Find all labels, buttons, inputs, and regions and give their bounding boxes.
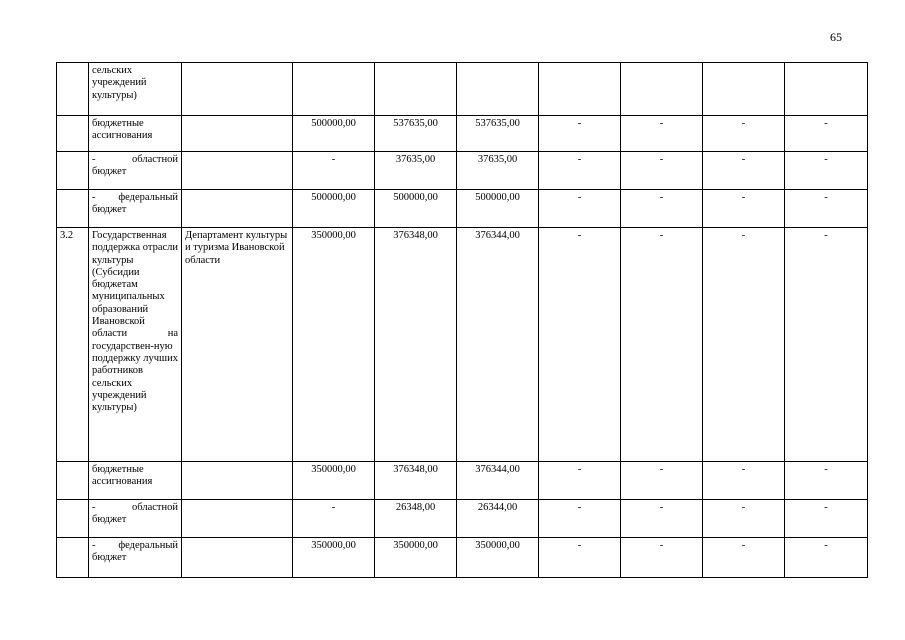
- value-cell: -: [703, 190, 785, 228]
- row-name-cell: сельских учреждений культуры): [89, 63, 182, 116]
- row-index-cell: [57, 190, 89, 228]
- value-cell: -: [703, 462, 785, 500]
- value-cell: -: [703, 538, 785, 578]
- value-cell: [293, 63, 375, 116]
- value-cell: 376348,00: [375, 462, 457, 500]
- row-executor-cell: [182, 190, 293, 228]
- value-cell: 537635,00: [457, 116, 539, 152]
- table-row: [57, 190, 868, 228]
- row-executor-cell: [182, 500, 293, 538]
- row-index-cell: [57, 116, 89, 152]
- value-cell: 376344,00: [457, 462, 539, 500]
- value-cell: [785, 63, 868, 116]
- table-row: [57, 538, 868, 578]
- row-name-cell: - областной бюджет: [89, 500, 182, 538]
- row-name-cell: бюджетные ассигнования: [89, 462, 182, 500]
- value-cell: 500000,00: [375, 190, 457, 228]
- row-executor-cell: [182, 462, 293, 500]
- value-cell: -: [539, 190, 621, 228]
- row-name-cell: бюджетные ассигнования: [89, 116, 182, 152]
- row-index-cell: [57, 63, 89, 116]
- row-name-cell: - федеральный бюджет: [89, 538, 182, 578]
- value-cell: -: [621, 152, 703, 190]
- table-row: [57, 152, 868, 190]
- value-cell: -: [703, 152, 785, 190]
- value-cell: -: [785, 462, 868, 500]
- value-cell: 350000,00: [375, 538, 457, 578]
- value-cell: 37635,00: [457, 152, 539, 190]
- value-cell: -: [785, 500, 868, 538]
- row-name-cell: - областной бюджет: [89, 152, 182, 190]
- value-cell: -: [621, 228, 703, 462]
- row-executor-cell: [182, 152, 293, 190]
- table-row: [57, 116, 868, 152]
- row-name-cell: Государственная поддержка отрасли культуры (Субсидии бюджетам муниципальных образований Ивановской области на государствен-ную поддержку лучших работников сельских учреждений культуры): [89, 228, 182, 462]
- value-cell: -: [539, 538, 621, 578]
- row-name-cell: - федеральный бюджет: [89, 190, 182, 228]
- value-cell: [621, 63, 703, 116]
- value-cell: -: [539, 500, 621, 538]
- value-cell: -: [785, 190, 868, 228]
- budget-table: [56, 62, 868, 578]
- value-cell: -: [621, 190, 703, 228]
- value-cell: 350000,00: [293, 228, 375, 462]
- table-row: [57, 500, 868, 538]
- value-cell: [457, 63, 539, 116]
- row-executor-cell: [182, 538, 293, 578]
- value-cell: -: [539, 152, 621, 190]
- value-cell: -: [785, 152, 868, 190]
- value-cell: 500000,00: [457, 190, 539, 228]
- value-cell: 350000,00: [293, 538, 375, 578]
- value-cell: -: [703, 228, 785, 462]
- value-cell: 350000,00: [457, 538, 539, 578]
- value-cell: -: [539, 228, 621, 462]
- value-cell: 37635,00: [375, 152, 457, 190]
- value-cell: -: [621, 500, 703, 538]
- value-cell: -: [539, 462, 621, 500]
- value-cell: -: [703, 116, 785, 152]
- table-row: [57, 63, 868, 116]
- value-cell: 500000,00: [293, 190, 375, 228]
- value-cell: -: [703, 500, 785, 538]
- value-cell: -: [785, 228, 868, 462]
- value-cell: 376344,00: [457, 228, 539, 462]
- value-cell: [375, 63, 457, 116]
- table-row: [57, 462, 868, 500]
- value-cell: [703, 63, 785, 116]
- row-index-cell: [57, 152, 89, 190]
- value-cell: 350000,00: [293, 462, 375, 500]
- value-cell: -: [621, 538, 703, 578]
- value-cell: -: [785, 538, 868, 578]
- value-cell: 537635,00: [375, 116, 457, 152]
- value-cell: 26344,00: [457, 500, 539, 538]
- value-cell: -: [293, 152, 375, 190]
- value-cell: 376348,00: [375, 228, 457, 462]
- value-cell: -: [293, 500, 375, 538]
- value-cell: -: [621, 462, 703, 500]
- row-index-cell: [57, 538, 89, 578]
- row-executor-cell: [182, 63, 293, 116]
- value-cell: -: [785, 116, 868, 152]
- value-cell: [539, 63, 621, 116]
- row-executor-cell: Департамент культуры и туризма Ивановской области: [182, 228, 293, 462]
- page-number: 65: [830, 30, 842, 44]
- row-index-cell: [57, 462, 89, 500]
- row-index-cell: [57, 500, 89, 538]
- value-cell: -: [621, 116, 703, 152]
- value-cell: 26348,00: [375, 500, 457, 538]
- row-executor-cell: [182, 116, 293, 152]
- table-row: [57, 228, 868, 462]
- row-index-cell: 3.2: [57, 228, 89, 462]
- value-cell: -: [539, 116, 621, 152]
- value-cell: 500000,00: [293, 116, 375, 152]
